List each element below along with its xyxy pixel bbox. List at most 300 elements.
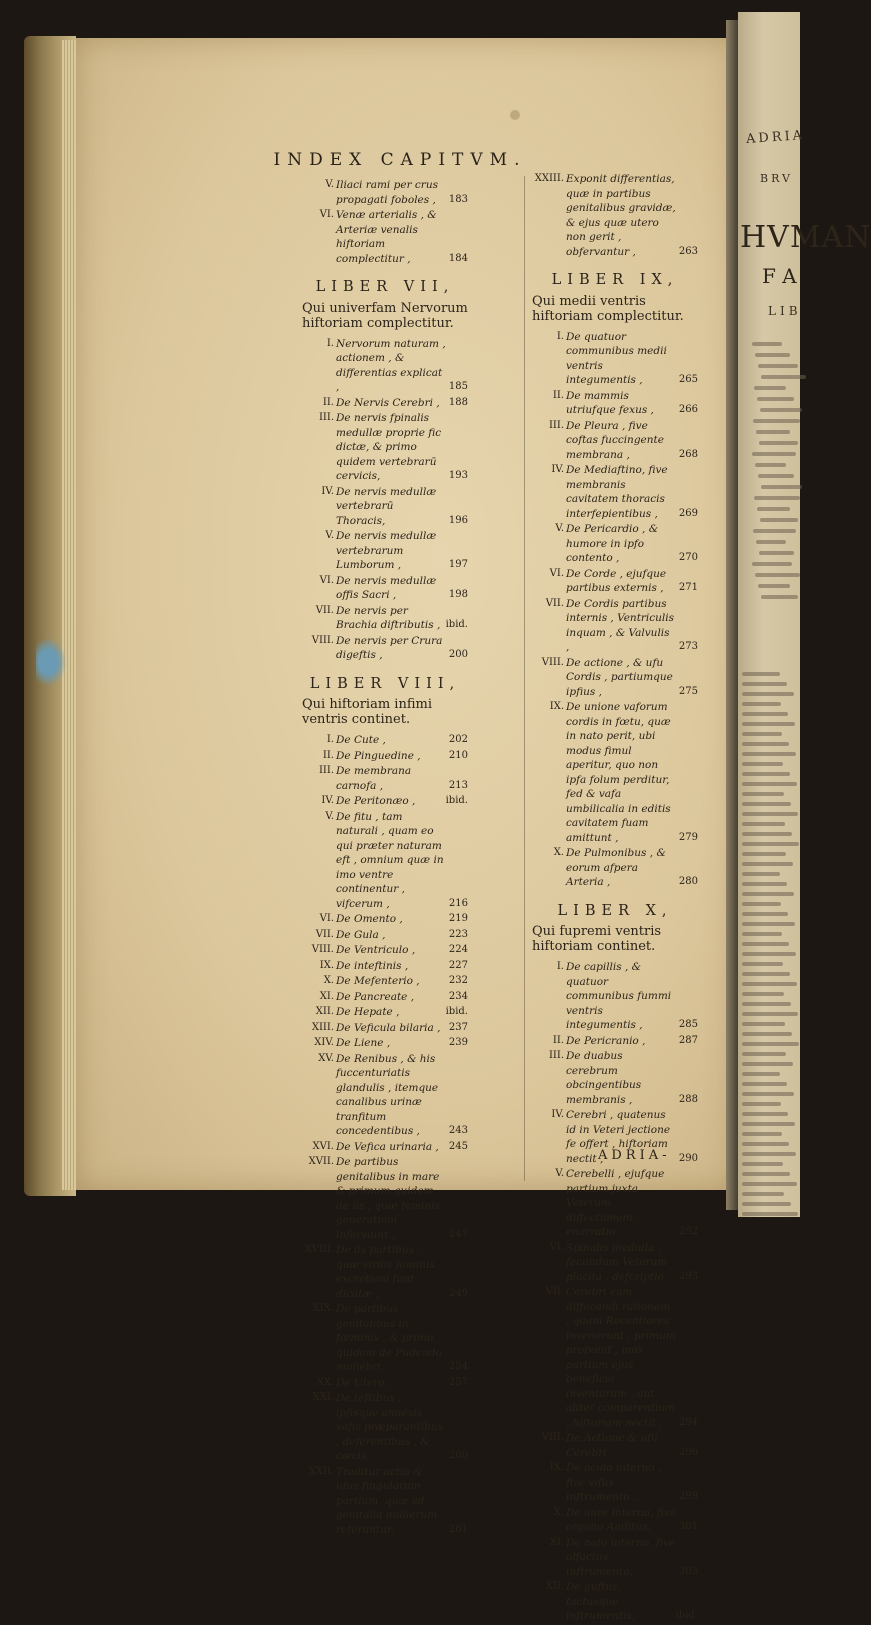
chapter-entry — [532, 597, 698, 655]
chapter-number: I. — [556, 961, 564, 972]
chapter-page: 260 — [448, 1450, 468, 1461]
chapter-page: 213 — [448, 779, 468, 791]
chapter-number: XIV. — [314, 1037, 334, 1048]
chapter-page: 270 — [678, 552, 698, 563]
facing-page-line — [742, 872, 780, 876]
facing-page-line-1: ADRIA — [745, 127, 806, 148]
chapter-page: 197 — [448, 559, 468, 570]
chapter-title: De Liene , — [336, 1037, 391, 1049]
chapter-page: 293 — [678, 1270, 698, 1282]
chapter-title: De Pulmonibus , & eorum afpera Arteria , — [566, 847, 666, 888]
facing-page-line — [742, 812, 798, 816]
chapter-number: V. — [555, 1168, 564, 1179]
chapter-page: 243 — [448, 1125, 468, 1136]
chapter-title: De nervis fpinalis medullæ proprie fic dictæ, & primo quidem vertebrarū cervicis, — [336, 412, 442, 482]
chapter-entry — [302, 178, 468, 207]
chapter-number: XIX. — [312, 1303, 334, 1314]
chapter-title: De Cordis partibus internis , Ventriculis inquam , & Valvulis , — [566, 597, 675, 653]
chapter-entry — [302, 411, 468, 484]
chapter-number: V. — [555, 523, 564, 534]
chapter-page: 198 — [448, 589, 468, 600]
chapter-number: VIII. — [541, 656, 564, 668]
facing-page-line — [742, 852, 786, 856]
facing-page-line — [753, 529, 796, 533]
chapter-number: VII. — [315, 928, 334, 940]
book-heading: LIBER IX, — [551, 272, 679, 288]
book-heading: LIBER X, — [557, 902, 673, 919]
chapter-number: X. — [553, 847, 564, 858]
chapter-title: De Peritonæo , — [336, 795, 416, 807]
chapter-entry — [302, 634, 468, 663]
chapter-title: Spinalis medulla , fecundum Veterum placita , defcriptio , — [566, 1241, 671, 1283]
chapter-entry — [532, 1049, 698, 1107]
chapter-number: XX. — [316, 1376, 334, 1388]
chapter-page: 261 — [448, 1523, 468, 1535]
chapter-page: 193 — [448, 470, 468, 481]
facing-page-line — [742, 1152, 796, 1156]
chapter-entry — [302, 1021, 468, 1036]
chapter-entry — [302, 990, 468, 1005]
chapter-number: IV. — [551, 1109, 564, 1120]
chapter-entry — [532, 419, 698, 463]
chapter-title: De membrana carnofa , — [336, 765, 412, 792]
facing-page-line — [752, 562, 792, 566]
facing-page-line — [756, 430, 790, 434]
facing-page-line — [742, 962, 783, 966]
chapter-page: 271 — [678, 582, 698, 593]
chapter-page: 237 — [448, 1021, 468, 1033]
facing-page-line — [742, 832, 792, 836]
chapter-entry — [302, 1465, 468, 1538]
chapter-entry — [302, 959, 468, 974]
facing-page-line — [760, 408, 802, 412]
chapter-title: Cerebri , quatenus id in Veteri jectione fe offert , hiftoriam nectit , — [566, 1109, 671, 1165]
facing-page-line — [742, 862, 793, 866]
chapter-title: Exponit differentias, quæ in partibus genitalibus gravidæ, & ejus quæ utero non gerit , obfervantur , — [566, 173, 676, 258]
chapter-number: XII. — [545, 1581, 564, 1592]
chapter-title: De nervis per Crura digeftis , — [336, 634, 443, 661]
chapter-page: 185 — [448, 381, 468, 392]
chapter-entry — [302, 943, 468, 958]
chapter-number: IX. — [549, 1462, 564, 1473]
facing-page-line — [742, 702, 781, 706]
chapter-title: Cerebelli , ejufque partium juxta Veterum diffectionem , enarratio . — [566, 1168, 665, 1238]
facing-page-line — [742, 692, 794, 696]
chapter-entry — [302, 208, 468, 266]
facing-page-line — [754, 496, 800, 500]
chapter-page: 287 — [678, 1034, 698, 1046]
chapter-entry — [302, 1243, 468, 1301]
facing-page-line — [755, 353, 790, 357]
chapter-number: II. — [322, 749, 334, 761]
facing-page-line — [742, 1072, 780, 1076]
facing-page-line — [758, 584, 790, 588]
facing-page-line — [742, 1112, 788, 1116]
chapter-entry — [532, 1580, 698, 1624]
facing-page-line — [753, 419, 800, 423]
chapter-number: VII. — [315, 604, 334, 616]
chapter-entry — [302, 1005, 468, 1020]
book-heading: LIBER VII, — [315, 279, 455, 295]
facing-page-line — [742, 772, 790, 776]
chapter-number: XXI. — [312, 1392, 334, 1403]
chapter-number: III. — [548, 419, 564, 431]
facing-page-line — [742, 1082, 787, 1086]
chapter-entry — [302, 485, 468, 529]
facing-page-line — [755, 573, 800, 577]
chapter-title: De nervis medullæ offis Sacri , — [336, 574, 437, 601]
column-divider — [524, 176, 525, 1181]
chapter-page: 268 — [678, 448, 698, 460]
left-column — [302, 178, 468, 1538]
facing-page-line — [742, 992, 784, 996]
chapter-page: 183 — [448, 193, 468, 205]
chapter-number: V. — [325, 810, 334, 822]
facing-page-line — [761, 595, 798, 599]
chapter-number: VIII. — [311, 634, 334, 646]
chapter-entry — [302, 733, 468, 748]
chapter-number: VI. — [549, 1241, 564, 1253]
facing-page-line-3: HVMAN — [740, 220, 871, 255]
chapter-number: X. — [323, 975, 334, 986]
chapter-entry — [302, 1391, 468, 1464]
facing-page-line — [742, 1142, 789, 1146]
facing-page-line — [742, 682, 787, 686]
chapter-title: Iliaci rami per crus propagati foboles , — [336, 179, 438, 206]
chapter-entry — [302, 396, 468, 411]
chapter-title: De Corde , ejufque partibus externis , — [566, 567, 667, 594]
chapter-entry — [302, 1052, 468, 1139]
facing-page-line — [742, 842, 799, 846]
chapter-page: 200 — [448, 649, 468, 660]
facing-page-line — [742, 782, 797, 786]
chapter-entry — [532, 1167, 698, 1240]
chapter-number: VI. — [319, 913, 334, 924]
chapter-page: 294 — [678, 1416, 698, 1428]
ink-stain — [36, 638, 66, 686]
chapter-page: 257 — [448, 1376, 468, 1388]
facing-page-line — [752, 342, 782, 346]
chapter-title: De nervis medullæ vertebrarum Lumborum , — [336, 530, 437, 571]
facing-page-line — [760, 518, 798, 522]
facing-page-line — [742, 752, 796, 756]
facing-page-line — [758, 474, 794, 478]
chapter-number: II. — [552, 389, 564, 401]
chapter-entry — [302, 794, 468, 809]
chapter-entry — [302, 1036, 468, 1051]
chapter-number: III. — [318, 765, 334, 776]
chapter-page: 292 — [678, 1226, 698, 1237]
facing-page-line — [742, 982, 797, 986]
chapter-number: III. — [548, 1050, 564, 1061]
chapter-number: IX. — [549, 701, 564, 712]
chapter-title: De Mediaftino, five membranis cavitatem thoracis interfepientibus , — [566, 464, 668, 520]
chapter-number: XXII. — [308, 1465, 334, 1477]
facing-page-line — [742, 952, 796, 956]
chapter-number: V. — [325, 530, 334, 541]
facing-page-line — [761, 485, 802, 489]
facing-page-fragment — [738, 12, 871, 1217]
catchword: ADRIA- — [598, 1148, 671, 1163]
chapter-title: De quatuor communibus medii ventris integumentis , — [566, 330, 667, 386]
facing-page-line — [754, 386, 786, 390]
chapter-entry — [532, 1285, 698, 1430]
chapter-entry — [302, 574, 468, 603]
chapter-page: 239 — [448, 1037, 468, 1048]
facing-page-line — [742, 1202, 791, 1206]
chapter-number: IV. — [551, 464, 564, 475]
facing-page-line — [742, 1032, 792, 1036]
chapter-title: De nervis per Brachia diftributis , — [336, 604, 441, 631]
chapter-number: XII. — [315, 1006, 334, 1017]
facing-page-line — [742, 722, 795, 726]
facing-page-line — [742, 882, 787, 886]
chapter-title: Venæ arterialis , & Arteriæ venalis hiftoriam complectitur , — [336, 209, 437, 265]
facing-page-line — [742, 902, 781, 906]
chapter-page: 216 — [448, 897, 468, 909]
paper-spot — [510, 110, 520, 120]
chapter-number: IX. — [319, 959, 334, 971]
facing-page-line — [752, 452, 796, 456]
chapter-entry — [302, 604, 468, 633]
chapter-number: XVIII. — [304, 1244, 334, 1255]
facing-page-line — [742, 1062, 793, 1066]
book-intro: Qui hiftoriam infimi ventris continet. — [302, 697, 432, 727]
book-intro: Qui fupremi ventris hiftoriam continet. — [532, 924, 662, 954]
chapter-number: I. — [326, 337, 334, 349]
chapter-entry — [302, 974, 468, 989]
chapter-title: De partibus genitalibus in mare & primum quidem de iis , quæ feminis generationi inferviunt , — [336, 1156, 441, 1241]
chapter-number: IV. — [321, 485, 334, 497]
chapter-title: De Mefenterio , — [336, 975, 420, 987]
chapter-entry — [302, 912, 468, 927]
chapter-entry — [532, 1461, 698, 1505]
chapter-entry — [532, 1506, 698, 1535]
chapter-title: De capillis , & quatuor communibus fummi ventris integumentis , — [566, 961, 672, 1031]
facing-page-line — [742, 1132, 782, 1136]
chapter-page: 196 — [448, 514, 468, 526]
facing-page-line — [742, 1092, 794, 1096]
chapter-entry — [532, 960, 698, 1033]
chapter-number: I. — [326, 734, 334, 745]
chapter-page: 288 — [678, 1093, 698, 1105]
facing-page-line — [758, 364, 798, 368]
chapter-entry — [532, 656, 698, 700]
chapter-number: XI. — [549, 1536, 564, 1548]
chapter-title: De Ventriculo , — [336, 944, 416, 956]
chapter-page: 275 — [678, 685, 698, 697]
chapter-number: XI. — [319, 990, 334, 1002]
chapter-entry — [302, 810, 468, 912]
facing-page-line — [742, 1102, 781, 1106]
chapter-title: De Gula , — [336, 928, 386, 941]
facing-page-line — [742, 732, 782, 736]
chapter-number: VIII. — [541, 1432, 564, 1443]
chapter-title: De Pleura , five coftas fuccingente membrana , — [566, 419, 664, 461]
facing-page-line-2: BRV — [760, 172, 793, 185]
chapter-number: XIII. — [311, 1021, 334, 1033]
chapter-page: 299 — [678, 1491, 698, 1502]
chapter-entry — [532, 389, 698, 418]
facing-page-line — [742, 1122, 795, 1126]
facing-page-line — [742, 1052, 786, 1056]
chapter-entry — [302, 1155, 468, 1242]
chapter-entry — [532, 1431, 698, 1460]
chapter-page: 296 — [678, 1446, 698, 1458]
chapter-page: 188 — [448, 396, 468, 408]
chapter-number: X. — [553, 1506, 564, 1518]
chapter-number: IV. — [321, 795, 334, 806]
chapter-page: ibid. — [445, 1006, 468, 1017]
chapter-number: VII. — [545, 597, 564, 609]
facing-page-line — [742, 1012, 798, 1016]
chapter-title: De nafo interno, five olfactus inftrumento, — [566, 1536, 676, 1578]
facing-page-line-4: FA — [762, 264, 805, 288]
chapter-page: 234 — [448, 990, 468, 1002]
facing-page-line — [742, 822, 785, 826]
chapter-number: II. — [322, 396, 334, 408]
chapter-number: XV. — [318, 1052, 334, 1064]
chapter-title: De Veficula bilaria , — [336, 1021, 441, 1034]
chapter-entry — [532, 700, 698, 845]
chapter-title: De Vefica urinaria , — [336, 1140, 439, 1153]
chapter-title: De Actione & ufu Cerebri , — [566, 1432, 658, 1459]
chapter-entry — [302, 1302, 468, 1375]
facing-page-line — [755, 463, 786, 467]
book-heading: LIBER VIII, — [309, 675, 461, 692]
facing-page-line — [742, 792, 784, 796]
facing-page-line — [742, 942, 789, 946]
chapter-page: 184 — [448, 252, 468, 264]
facing-page-line — [757, 507, 790, 511]
chapter-number: XVII. — [308, 1156, 334, 1167]
chapter-page: 202 — [448, 734, 468, 745]
chapter-number: XXIII. — [534, 173, 564, 184]
chapter-entry — [302, 764, 468, 793]
chapter-title: De Utero , — [336, 1376, 392, 1389]
index-header: INDEX CAPITVM. — [273, 150, 527, 170]
chapter-page: 210 — [448, 749, 468, 761]
chapter-title: De fitu , tam naturali , quam eo qui præter naturam eft , omnium quæ in imo ventre continentur , vifcerum , — [336, 810, 444, 910]
facing-page-line — [742, 1172, 790, 1176]
chapter-title: De teftibus , ipfisque annexis vafis præparantibus , deferentibus , & cæcis, — [336, 1392, 444, 1462]
chapter-title: De mammis utriufque fexus , — [566, 389, 654, 416]
chapter-entry — [302, 529, 468, 573]
chapter-page: 223 — [448, 928, 468, 940]
chapter-title: Traditur actio & ufus fingularum partium, quæ ad genitalia mulierum referuntur, — [336, 1465, 438, 1536]
chapter-title: De actione , & ufu Cordis , partiumque ipfius , — [566, 656, 673, 698]
chapter-title: De Cute , — [336, 734, 386, 746]
chapter-number: V. — [325, 179, 334, 190]
chapter-title: De nervis medullæ vertebrarū Thoracis, — [336, 485, 437, 527]
chapter-page: 263 — [678, 245, 698, 257]
chapter-entry — [532, 567, 698, 596]
facing-page-line — [742, 1022, 785, 1026]
chapter-number: VII. — [545, 1286, 564, 1297]
chapter-entry — [532, 1536, 698, 1580]
chapter-page: 224 — [448, 944, 468, 955]
facing-page-line — [742, 932, 782, 936]
facing-page-line — [742, 762, 783, 766]
chapter-entry — [532, 330, 698, 388]
chapter-number: II. — [552, 1034, 564, 1046]
chapter-page: 279 — [678, 831, 698, 843]
chapter-number: VIII. — [311, 944, 334, 955]
facing-page-line — [742, 1192, 784, 1196]
facing-page-line — [742, 1162, 783, 1166]
facing-page-line — [742, 1182, 797, 1186]
chapter-entry — [532, 463, 698, 521]
chapter-page: 227 — [448, 959, 468, 971]
chapter-title: Nervorum naturam , actionem , & differentias explicat , — [336, 337, 446, 393]
facing-page-line — [742, 1042, 799, 1046]
facing-page-line — [742, 802, 791, 806]
chapter-page: ibid. — [445, 795, 468, 806]
chapter-page: 254 — [448, 1361, 468, 1372]
chapter-number: XVI. — [312, 1140, 334, 1152]
chapter-title: De Renibus , & his fuccenturiatis glandulis , itemque canalibus urinæ tranfitum concedentibus , — [336, 1052, 439, 1137]
chapter-entry — [302, 928, 468, 943]
chapter-page: 273 — [678, 641, 698, 652]
chapter-number: III. — [318, 412, 334, 423]
chapter-page: 280 — [678, 876, 698, 887]
facing-page-line — [742, 1212, 798, 1216]
chapter-title: Cerebri eam diffecandi rationem , quam Recentiores invenerunt , primum proponit , mox partium ejus beneficio inventarum , aut aliter comparentium , hiftoriam nectit , — [566, 1286, 676, 1429]
chapter-number: VI. — [319, 209, 334, 220]
chapter-page: 301 — [678, 1521, 698, 1532]
chapter-entry — [302, 749, 468, 764]
chapter-title: De Pancreate , — [336, 990, 415, 1003]
facing-page-line — [742, 712, 788, 716]
facing-page-line — [742, 742, 789, 746]
chapter-page: 245 — [448, 1140, 468, 1152]
chapter-page: 285 — [678, 1019, 698, 1030]
chapter-page: ibid. — [675, 1610, 698, 1621]
chapter-page: 249 — [448, 1287, 468, 1299]
chapter-page: 266 — [678, 404, 698, 415]
chapter-entry — [532, 522, 698, 566]
facing-page-line — [742, 892, 794, 896]
chapter-number: I. — [556, 330, 564, 342]
chapter-entry — [532, 1034, 698, 1049]
facing-page-line-5: LIB — [768, 304, 802, 318]
facing-page-line — [742, 1002, 791, 1006]
facing-page-line — [757, 397, 794, 401]
chapter-entry — [532, 846, 698, 890]
chapter-number: VI. — [319, 574, 334, 586]
chapter-page: ibid. — [445, 619, 468, 630]
chapter-title: De Pericardio , & humore in ipfo contento , — [566, 523, 659, 564]
chapter-page: 219 — [448, 913, 468, 924]
chapter-title: De Pinguedine , — [336, 749, 421, 762]
facing-page-line — [759, 551, 794, 555]
chapter-entry — [302, 337, 468, 395]
chapter-title: De iis partibus , quæ virilis feminis excretioni funt dicatæ , — [336, 1244, 435, 1300]
facing-page-line — [756, 540, 786, 544]
facing-page-line — [761, 375, 806, 379]
chapter-page: 290 — [678, 1152, 698, 1164]
chapter-title: De duabus cerebrum obcingentibus membranis , — [566, 1050, 642, 1106]
chapter-entry — [532, 172, 698, 259]
book-intro: Qui medii ventris hiftoriam complectitur. — [532, 293, 684, 324]
chapter-number: VI. — [549, 567, 564, 579]
chapter-entry — [532, 1241, 698, 1285]
right-column — [532, 172, 698, 1625]
chapter-title: De aure interna, five organo Auditus, — [566, 1506, 676, 1533]
facing-page-line — [742, 972, 790, 976]
chapter-entry — [302, 1140, 468, 1155]
chapter-page: 269 — [678, 507, 698, 519]
